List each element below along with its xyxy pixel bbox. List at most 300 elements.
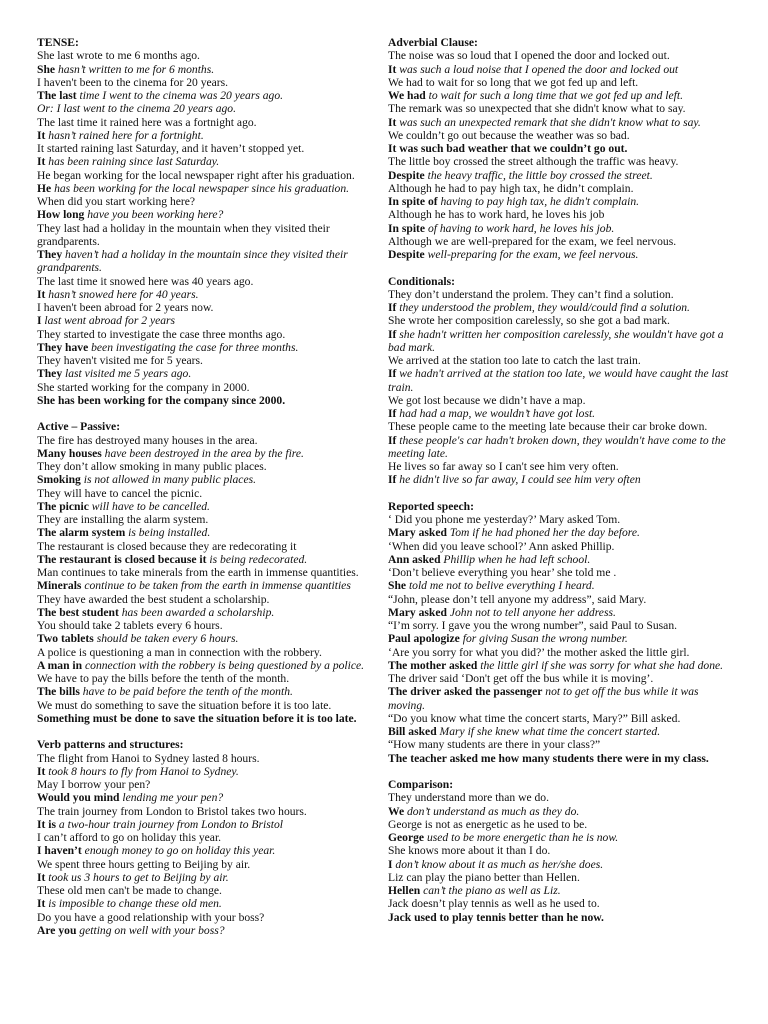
sentence-text: The restaurant is closed because they are redecorating it <box>37 539 297 553</box>
example-line <box>388 897 733 910</box>
rewrite-text: is imposible to change these old men. <box>45 897 222 911</box>
rewrite-text: should be taken every 6 hours. <box>93 632 239 646</box>
emphasis-text: I <box>388 857 393 871</box>
emphasis-text: Mary asked <box>388 605 447 619</box>
example-line <box>388 579 733 592</box>
example-line <box>37 924 382 937</box>
example-line <box>37 155 382 168</box>
emphasis-text: She <box>388 579 407 593</box>
rewrite-text: is not allowed in many public places. <box>80 473 257 487</box>
sentence-text: George is not as energetic as he used to be. <box>388 817 588 831</box>
emphasis-text: Despite <box>388 168 425 182</box>
example-line <box>388 142 733 155</box>
example-line <box>37 275 382 288</box>
example-line <box>37 831 382 844</box>
example-line <box>37 593 382 606</box>
rewrite-text: getting on well with your boss? <box>76 923 225 937</box>
sentence-text: They don’t allow smoking in many public places. <box>37 460 267 473</box>
rewrite-text: has been working for the local newspaper since his graduation. <box>51 181 350 195</box>
example-line <box>37 526 382 539</box>
sentence-text: Although he had to pay high tax, he didn’t complain. <box>388 181 634 195</box>
example-line <box>37 606 382 619</box>
sentence-text: “How many students are there in your class?” <box>388 738 601 752</box>
sentence-text: ‘ Did you phone me yesterday?’ Mary asked Tom. <box>388 513 621 526</box>
example-line <box>37 805 382 818</box>
emphasis-text: They <box>37 248 63 261</box>
example-line <box>37 911 382 924</box>
example-line <box>37 447 382 460</box>
rewrite-text: she hadn't written her composition carelessly, she wouldn't have got a bad mark. <box>388 327 724 354</box>
sentence-text: We couldn’t go out because the weather was so bad. <box>388 128 630 142</box>
sentence-text: They understand more than we do. <box>388 791 549 805</box>
sentence-text: She knows more about it than I do. <box>388 844 551 858</box>
example-line <box>37 434 382 447</box>
section-heading: Comparison: <box>388 778 454 791</box>
example-line <box>37 685 382 698</box>
example-line <box>37 884 382 897</box>
example-line <box>37 208 382 221</box>
example-line <box>388 328 733 355</box>
example-line <box>388 619 733 632</box>
emphasis-text: Two tablets <box>37 632 94 646</box>
example-line <box>37 619 382 632</box>
rewrite-text: has been raining since last Saturday. <box>45 155 220 169</box>
sentence-text: They haven't visited me for 5 years. <box>37 354 203 367</box>
example-line <box>388 752 733 765</box>
example-line <box>37 381 382 394</box>
emphasis-text: I <box>37 314 42 328</box>
emphasis-text: In spite of <box>388 195 438 208</box>
left-column <box>37 36 382 937</box>
emphasis-text: The mother asked <box>388 658 478 672</box>
rewrite-text: have been destroyed in the area by the fire. <box>101 446 304 460</box>
emphasis-text: It <box>37 897 46 911</box>
sentence-text: The last time it rained here was a fortnight ago. <box>37 115 257 129</box>
emphasis-text: We <box>388 804 405 818</box>
sentence-text: They are installing the alarm system. <box>37 513 209 526</box>
example-line <box>388 593 733 606</box>
rewrite-text: don’t understand as much as they do. <box>404 804 580 818</box>
rewrite-text: lending me your pen? <box>119 791 224 805</box>
emphasis-text: If <box>388 367 397 381</box>
example-line <box>388 76 733 89</box>
rewrite-text: connection with the robbery is being questioned by a police. <box>82 658 365 672</box>
right-column <box>388 36 733 924</box>
sentence-text: Do you have a good relationship with your boss? <box>37 910 265 924</box>
emphasis-text: The driver asked the passenger <box>388 685 543 699</box>
example-line <box>37 473 382 486</box>
sentence-text: Although he has to work hard, he loves his job <box>388 208 605 222</box>
example-line <box>388 646 733 659</box>
sentence-text: These old men can't be made to change. <box>37 884 222 897</box>
emphasis-text: I haven’t <box>37 844 82 858</box>
sentence-text: They don’t understand the prolem. They can’t find a solution. <box>388 287 674 301</box>
example-line <box>388 354 733 367</box>
example-line <box>388 89 733 102</box>
rewrite-text: was such an unexpected remark that she didn't know what to say. <box>396 115 701 129</box>
example-line <box>388 394 733 407</box>
section-spacer <box>37 407 382 420</box>
rewrite-text: had had a map, we wouldn’t have got lost. <box>396 407 596 420</box>
emphasis-text: Mary asked <box>388 526 447 540</box>
rewrite-text: enough money to go on holiday this year. <box>81 844 276 858</box>
sentence-text: The fire has destroyed many houses in the area. <box>37 433 258 447</box>
sentence-text: “I’m sorry. I gave you the wrong number”, said Paul to Susan. <box>388 619 678 632</box>
sentence-text: You should take 2 tablets every 6 hours. <box>37 619 223 632</box>
emphasis-text: It <box>37 287 46 301</box>
sentence-text: A police is questioning a man in connection with the robbery. <box>37 645 322 659</box>
emphasis-text: Bill asked <box>388 725 437 738</box>
example-line <box>37 49 382 62</box>
emphasis-text: It <box>388 62 397 76</box>
section-spacer <box>388 765 733 778</box>
example-line <box>37 659 382 672</box>
rewrite-text: of having to work hard, he loves his job. <box>425 221 615 235</box>
emphasis-text: The last <box>37 89 77 102</box>
emphasis-text: Despite <box>388 248 425 261</box>
example-line <box>37 76 382 89</box>
example-line <box>388 725 733 738</box>
example-line <box>37 195 382 208</box>
rewrite-text: used to be more energetic than he is now. <box>424 831 619 844</box>
sentence-text: When did you start working here? <box>37 195 196 208</box>
example-line <box>388 460 733 473</box>
rewrite-text: took 8 hours to fly from Hanoi to Sydney. <box>45 764 239 778</box>
example-line <box>388 738 733 751</box>
rewrite-text: was such a loud noise that I opened the door and locked out <box>396 62 679 76</box>
section-spacer <box>388 261 733 274</box>
example-line <box>37 632 382 645</box>
rewrite-text: is being redecorated. <box>206 552 308 566</box>
emphasis-text: Ann asked <box>388 552 441 566</box>
sentence-text: May I borrow your pen? <box>37 778 151 791</box>
example-line <box>388 420 733 433</box>
emphasis-text: If <box>388 407 397 420</box>
sentence-text: The train journey from London to Bristol takes two hours. <box>37 804 307 818</box>
sentence-text: The driver said ‘Don't get off the bus while it is moving’. <box>388 672 654 685</box>
example-line <box>37 169 382 182</box>
example-line <box>37 579 382 592</box>
example-line <box>37 129 382 142</box>
example-line <box>388 155 733 168</box>
example-line <box>37 897 382 910</box>
sentence-text: We have to pay the bills before the tenth of the month. <box>37 672 290 685</box>
example-line <box>37 540 382 553</box>
sentence-text: Man continues to take minerals from the earth in immense quantities. <box>37 566 359 579</box>
rewrite-text: having to pay high tax, he didn't complain. <box>437 195 640 208</box>
sentence-text: Liz can play the piano better than Hellen. <box>388 870 580 884</box>
section-heading: Reported speech: <box>388 499 474 513</box>
example-line <box>388 367 733 394</box>
emphasis-text: It <box>37 870 46 884</box>
emphasis-text: They <box>37 367 63 381</box>
emphasis-text: It <box>37 155 46 169</box>
emphasis-text: We had <box>388 89 426 102</box>
rewrite-text: the heavy traffic, the little boy crossed the street. <box>424 168 653 182</box>
sentence-text: She started working for the company in 2000. <box>37 380 250 394</box>
rewrite-text: he didn't live so far away, I could see him very often <box>396 473 641 487</box>
emphasis-text: The alarm system <box>37 526 126 540</box>
example-line <box>388 288 733 301</box>
example-line <box>388 182 733 195</box>
example-line <box>388 102 733 115</box>
rewrite-text: don’t know about it as much as her/she does. <box>392 857 604 871</box>
example-line <box>37 818 382 831</box>
sentence-text: ‘Don’t believe everything you hear’ she told me . <box>388 566 617 579</box>
example-line <box>388 685 733 712</box>
example-line <box>388 659 733 672</box>
sentence-text: “John, please don’t tell anyone my address”, said Mary. <box>388 592 647 606</box>
sentence-text: Although we are well-prepared for the exam, we feel nervous. <box>388 234 677 248</box>
emphasis-text: The picnic <box>37 499 89 513</box>
sentence-text: She wrote her composition carelessly, so she got a bad mark. <box>388 314 670 328</box>
emphasis-text: The bills <box>37 685 80 699</box>
sentence-text: I can’t afford to go on holiday this year. <box>37 831 222 844</box>
example-line <box>388 540 733 553</box>
rewrite-text: hasn’t written to me for 6 months. <box>55 62 215 76</box>
emphasis-text: If <box>388 327 397 341</box>
example-line <box>388 434 733 461</box>
rewrite-text: a two-hour train journey from London to Bristol <box>56 817 283 831</box>
rewrite-text: told me not to belive everything I heard. <box>406 579 595 593</box>
section-heading: TENSE: <box>37 36 79 49</box>
emphasis-text: A man in <box>37 658 83 672</box>
rewrite-text: have you been working here? <box>84 208 224 222</box>
sentence-text: The flight from Hanoi to Sydney lasted 8 hours. <box>37 751 260 765</box>
sentence-text: We must do something to save the situation before it is too late. <box>37 698 332 712</box>
sentence-text: Jack doesn’t play tennis as well as he used to. <box>388 897 600 911</box>
example-line <box>37 288 382 301</box>
emphasis-text: Many houses <box>37 446 102 460</box>
rewrite-text: the little girl if she was sorry for what she had done. <box>477 658 724 672</box>
example-line <box>37 791 382 804</box>
sentence-text: ‘When did you leave school?’ Ann asked Phillip. <box>388 539 615 553</box>
example-line <box>388 884 733 897</box>
sentence-text: The last time it snowed here was 40 years ago. <box>37 274 254 288</box>
emphasis-text: In spite <box>388 221 426 235</box>
section-heading: Adverbial Clause: <box>388 36 478 49</box>
example-line <box>388 672 733 685</box>
rewrite-text: last went abroad for 2 years <box>41 314 176 328</box>
rewrite-text: hasn’t snowed here for 40 years. <box>45 287 199 301</box>
example-line <box>37 63 382 76</box>
section-heading: Verb patterns and structures: <box>37 738 184 752</box>
rewrite-text: Tom if he had phoned her the day before. <box>446 526 640 540</box>
example-line <box>37 858 382 871</box>
emphasis-text: If <box>388 433 397 447</box>
example-line <box>37 765 382 778</box>
sentence-text: They have awarded the best student a scholarship. <box>37 592 270 606</box>
rewrite-text: not to get off the bus while it was moving. <box>388 685 699 712</box>
example-line <box>37 354 382 367</box>
example-line <box>388 818 733 831</box>
sentence-text: They will have to cancel the picnic. <box>37 486 203 500</box>
rewrite-text: haven’t had a holiday in the mountain since they visited their grandparents. <box>37 248 348 275</box>
emphasis-text: Smoking <box>37 473 81 487</box>
example-line <box>37 222 382 249</box>
example-line <box>388 116 733 129</box>
example-line <box>388 858 733 871</box>
emphasis-text: He <box>37 181 52 195</box>
rewrite-text: John not to tell anyone her address. <box>446 605 616 619</box>
example-line <box>388 911 733 924</box>
example-line <box>388 169 733 182</box>
example-line <box>388 831 733 844</box>
example-line <box>37 89 382 102</box>
example-line <box>388 314 733 327</box>
example-line <box>37 871 382 884</box>
sentence-text: “Do you know what time the concert starts, Mary?” Bill asked. <box>388 711 681 725</box>
emphasis-text: Would you mind <box>37 791 120 805</box>
example-line <box>37 116 382 129</box>
example-line <box>388 222 733 235</box>
emphasis-text: The restaurant is closed because it <box>37 552 207 566</box>
emphasis-text: George <box>388 831 425 844</box>
example-line <box>388 195 733 208</box>
example-line <box>388 301 733 314</box>
sentence-text: We had to wait for so long that we got fed up and left. <box>388 75 639 89</box>
rewrite-text: hasn’t rained here for a fortnight. <box>45 128 204 142</box>
example-line <box>388 235 733 248</box>
example-line <box>37 301 382 314</box>
emphasis-text: It was such bad weather that we couldn’t go out. <box>388 142 628 155</box>
example-line <box>388 63 733 76</box>
example-line <box>37 778 382 791</box>
example-line <box>37 487 382 500</box>
example-line <box>37 367 382 380</box>
sentence-text: She last wrote to me 6 months ago. <box>37 49 200 63</box>
example-line <box>37 712 382 725</box>
sentence-text: We spent three hours getting to Beijing by air. <box>37 857 251 871</box>
example-line <box>37 844 382 857</box>
example-line <box>388 844 733 857</box>
emphasis-text: Jack used to play tennis better than he now. <box>388 910 604 924</box>
example-line <box>388 208 733 221</box>
emphasis-text: It is <box>37 817 57 831</box>
emphasis-text: The teacher asked me how many students there were in my class. <box>388 751 709 765</box>
rewrite-text: Phillip when he had left school. <box>440 552 591 566</box>
example-line <box>388 129 733 142</box>
example-line <box>388 566 733 579</box>
sentence-text: These people came to the meeting late because their car broke down. <box>388 420 708 434</box>
emphasis-text: They have <box>37 340 89 354</box>
example-line <box>37 513 382 526</box>
example-line <box>37 102 382 115</box>
rewrite-text: to wait for such a long time that we got fed up and left. <box>425 89 684 102</box>
rewrite-text: been investigating the case for three months. <box>88 340 299 354</box>
sentence-text: They started to investigate the case three months ago. <box>37 327 286 341</box>
example-line <box>388 49 733 62</box>
example-line <box>37 182 382 195</box>
emphasis-text: Minerals <box>37 579 82 593</box>
example-line <box>37 341 382 354</box>
sentence-text: He began working for the local newspaper right after his graduation. <box>37 168 355 182</box>
emphasis-text: She has been working for the company since 2000. <box>37 393 286 407</box>
example-line <box>388 526 733 539</box>
emphasis-text: She <box>37 62 56 76</box>
sentence-text: The little boy crossed the street although the traffic was heavy. <box>388 155 679 169</box>
example-line <box>388 606 733 619</box>
sentence-text: I haven't been abroad for 2 years now. <box>37 301 214 314</box>
example-line <box>37 752 382 765</box>
emphasis-text: Hellen <box>388 884 421 897</box>
rewrite-text: has been awarded a scholarship. <box>118 605 275 619</box>
emphasis-text: Are you <box>37 923 77 937</box>
rewrite-text: have to be paid before the tenth of the month. <box>79 685 293 699</box>
sentence-text: He lives so far away so I can't see him very often. <box>388 460 619 473</box>
example-line <box>37 500 382 513</box>
example-line <box>388 473 733 486</box>
example-line <box>388 791 733 804</box>
example-line <box>388 805 733 818</box>
rewrite-text: is being installed. <box>125 526 211 540</box>
example-line <box>37 248 382 275</box>
rewrite-text: well-preparing for the exam, we feel nervous. <box>424 248 639 261</box>
section-spacer <box>37 725 382 738</box>
emphasis-text: If <box>388 301 397 314</box>
example-line <box>388 553 733 566</box>
example-line <box>37 566 382 579</box>
rewrite-text: for giving Susan the wrong number. <box>459 632 628 646</box>
sentence-text: They last had a holiday in the mountain when they visited their grandparents. <box>37 221 330 248</box>
rewrite-text: will have to be cancelled. <box>88 499 210 513</box>
sentence-text: We got lost because we didn’t have a map. <box>388 393 586 407</box>
rewrite-text: we hadn't arrived at the station too late, we would have caught the last train. <box>388 367 729 394</box>
section-spacer <box>388 487 733 500</box>
example-line <box>37 553 382 566</box>
emphasis-text: The best student <box>37 605 119 619</box>
example-line <box>37 460 382 473</box>
example-line <box>388 248 733 261</box>
sentence-text: The remark was so unexpected that she didn't know what to say. <box>388 102 686 116</box>
sentence-text: It started raining last Saturday, and it haven’t stopped yet. <box>37 142 305 155</box>
example-line <box>37 394 382 407</box>
rewrite-text: these people's car hadn't broken down, they wouldn't have come to the meeting late. <box>388 433 726 460</box>
example-line <box>37 328 382 341</box>
sentence-text: We arrived at the station too late to catch the last train. <box>388 354 641 367</box>
section-heading: Conditionals: <box>388 274 456 288</box>
rewrite-text: time I went to the cinema was 20 years ago. <box>76 89 284 102</box>
example-line <box>388 513 733 526</box>
rewrite-text: last visited me 5 years ago. <box>62 367 192 381</box>
example-line <box>388 407 733 420</box>
emphasis-text: Paul apologize <box>388 632 460 646</box>
rewrite-text: continue to be taken from the earth in immense quantities <box>81 579 351 593</box>
sentence-text: ‘Are you sorry for what you did?’ the mother asked the little girl. <box>388 645 690 659</box>
emphasis-text: If <box>388 473 397 487</box>
rewrite-text: they understood the problem, they would/could find a solution. <box>396 301 690 314</box>
section-heading: Active – Passive: <box>37 420 121 434</box>
emphasis-text: It <box>388 115 397 129</box>
example-line <box>37 142 382 155</box>
example-line <box>37 646 382 659</box>
example-line <box>37 672 382 685</box>
rewrite-text: took us 3 hours to get to Beijing by air. <box>45 870 229 884</box>
emphasis-text: It <box>37 128 46 142</box>
example-line <box>388 871 733 884</box>
rewrite-text: Mary if she knew what time the concert started. <box>436 725 661 738</box>
sentence-text: I haven't been to the cinema for 20 years. <box>37 75 229 89</box>
emphasis-text: Something must be done to save the situation before it is too late. <box>37 711 357 725</box>
rewrite-text: can’t the piano as well as Liz. <box>420 884 561 897</box>
rewrite-text: Or: I last went to the cinema 20 years ago. <box>37 102 236 116</box>
emphasis-text: It <box>37 764 46 778</box>
example-line <box>388 712 733 725</box>
emphasis-text: How long <box>37 208 85 222</box>
example-line <box>388 632 733 645</box>
sentence-text: The noise was so loud that I opened the door and locked out. <box>388 49 670 63</box>
example-line <box>37 699 382 712</box>
